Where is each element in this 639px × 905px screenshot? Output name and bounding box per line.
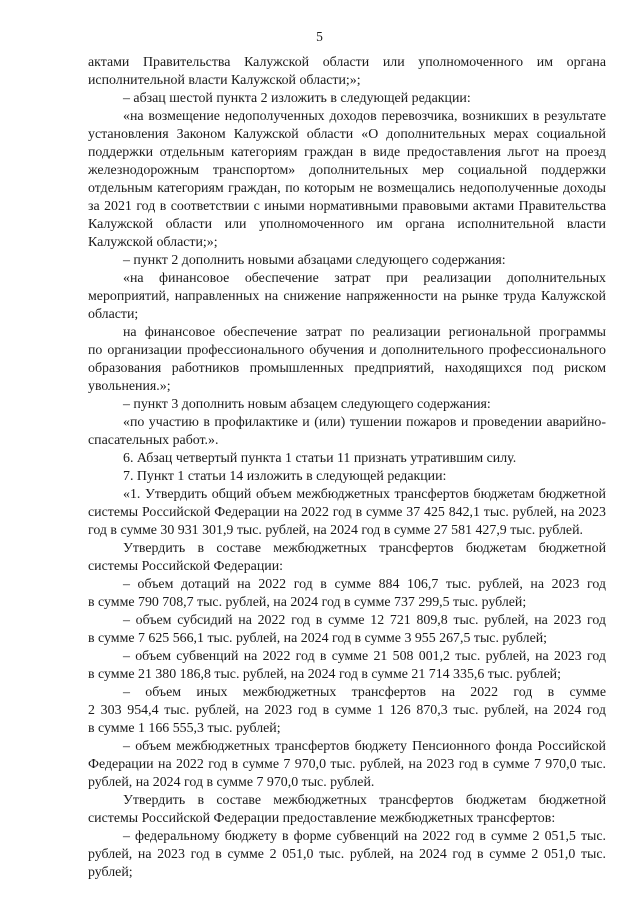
text-line: спасательных работ.».	[88, 433, 219, 448]
text-line: рублей;	[88, 865, 133, 880]
text-line: мероприятий, направленных на снижение напряженности на рынке труда Калужской	[88, 289, 606, 304]
text-line: – объем межбюджетных трансфертов бюджету Пенсионного фонда Российской	[123, 739, 606, 754]
text-line: рублей, на 2023 год в сумме 2 051,0 тыс. рублей, на 2024 год в сумме 2 051,0 тыс.	[88, 847, 606, 862]
text-line: год в сумме 30 931 301,9 тыс. рублей, на 2024 год в сумме 27 581 427,9 тыс. рублей.	[88, 523, 583, 538]
text-line: образования работников промышленных предприятий, находящихся под риском	[88, 361, 606, 376]
text-line: в сумме 1 166 555,3 тыс. рублей;	[88, 721, 281, 736]
text-line: – объем субсидий на 2022 год в сумме 12 721 809,8 тыс. рублей, на 2023 год	[123, 613, 606, 628]
text-line: рублей, на 2024 год в сумме 7 970,0 тыс. рублей.	[88, 775, 375, 790]
text-line: «на возмещение недополученных доходов перевозчика, возникших в результате	[123, 109, 606, 124]
text-line: Калужской области;»;	[88, 235, 218, 250]
text-line: – объем иных межбюджетных трансфертов на 2022 год в сумме	[123, 685, 606, 700]
page-number: 5	[316, 29, 323, 44]
text-line: – объем субвенций на 2022 год в сумме 21 508 001,2 тыс. рублей, на 2023 год	[123, 649, 606, 664]
text-line: – объем дотаций на 2022 год в сумме 884 106,7 тыс. рублей, на 2023 год	[123, 577, 606, 592]
text-line: – пункт 3 дополнить новым абзацем следующего содержания:	[123, 397, 491, 412]
text-line: 2 303 954,4 тыс. рублей, на 2023 год в сумме 1 126 870,3 тыс. рублей, на 2024 год	[88, 703, 606, 718]
text-line: увольнения.»;	[88, 379, 171, 394]
text-line: исполнительной власти Калужской области;»;	[88, 73, 361, 88]
text-line: – пункт 2 дополнить новыми абзацами следующего содержания:	[123, 253, 506, 268]
text-line: Федерации на 2022 год в сумме 7 970,0 тыс. рублей, на 2023 год в сумме 7 970,0 тыс.	[88, 757, 606, 772]
text-line: в сумме 790 708,7 тыс. рублей, на 2024 год в сумме 737 299,5 тыс. рублей;	[88, 595, 527, 610]
text-line: отдельным категориям граждан, по которым не возмещались недополученные доходы	[88, 181, 606, 196]
text-line: поддержки отдельным категориям граждан в виде предоставления льгот на проезд	[88, 145, 606, 160]
text-line: «на финансовое обеспечение затрат при реализации дополнительных	[123, 271, 606, 286]
text-line: Утвердить в составе межбюджетных трансфертов бюджетам бюджетной	[123, 541, 606, 556]
text-line: «1. Утвердить общий объем межбюджетных трансфертов бюджетам бюджетной	[123, 487, 606, 502]
text-line: 7. Пункт 1 статьи 14 изложить в следующей редакции:	[123, 469, 447, 484]
text-line: установления Законом Калужской области «О дополнительных мерах социальной	[88, 127, 606, 142]
text-line: области;	[88, 307, 139, 322]
text-line: системы Российской Федерации предоставление межбюджетных трансфертов:	[88, 811, 556, 826]
text-line: актами Правительства Калужской области или уполномоченного им органа	[88, 55, 606, 70]
text-line: 6. Абзац четвертый пункта 1 статьи 11 признать утратившим силу.	[123, 451, 517, 466]
text-line: Утвердить в составе межбюджетных трансфертов бюджетам бюджетной	[123, 793, 606, 808]
text-line: по организации профессионального обучения и дополнительного профессионального	[88, 343, 606, 358]
text-line: в сумме 21 380 186,8 тыс. рублей, на 2024 год в сумме 21 714 335,6 тыс. рублей;	[88, 667, 561, 682]
text-line: «по участию в профилактике и (или) тушении пожаров и проведении аварийно-	[123, 415, 606, 430]
text-line: железнодорожным транспортом» дополнительных мер социальной поддержки	[88, 163, 606, 178]
text-line: – абзац шестой пункта 2 изложить в следующей редакции:	[123, 91, 471, 106]
text-line: Калужской области или уполномоченного им органа исполнительной власти	[88, 217, 606, 232]
text-line: в сумме 7 625 566,1 тыс. рублей, на 2024 год в сумме 3 955 267,5 тыс. рублей;	[88, 631, 548, 646]
text-line: – федеральному бюджету в форме субвенций на 2022 год в сумме 2 051,5 тыс.	[123, 829, 606, 844]
text-line: на финансовое обеспечение затрат по реализации региональной программы	[123, 325, 606, 340]
text-line: системы Российской Федерации:	[88, 559, 283, 574]
text-line: за 2021 год в соответствии с иными нормативными правовыми актами Правительства	[88, 199, 606, 214]
text-line: системы Российской Федерации на 2022 год в сумме 37 425 842,1 тыс. рублей, на 2023	[88, 505, 606, 520]
